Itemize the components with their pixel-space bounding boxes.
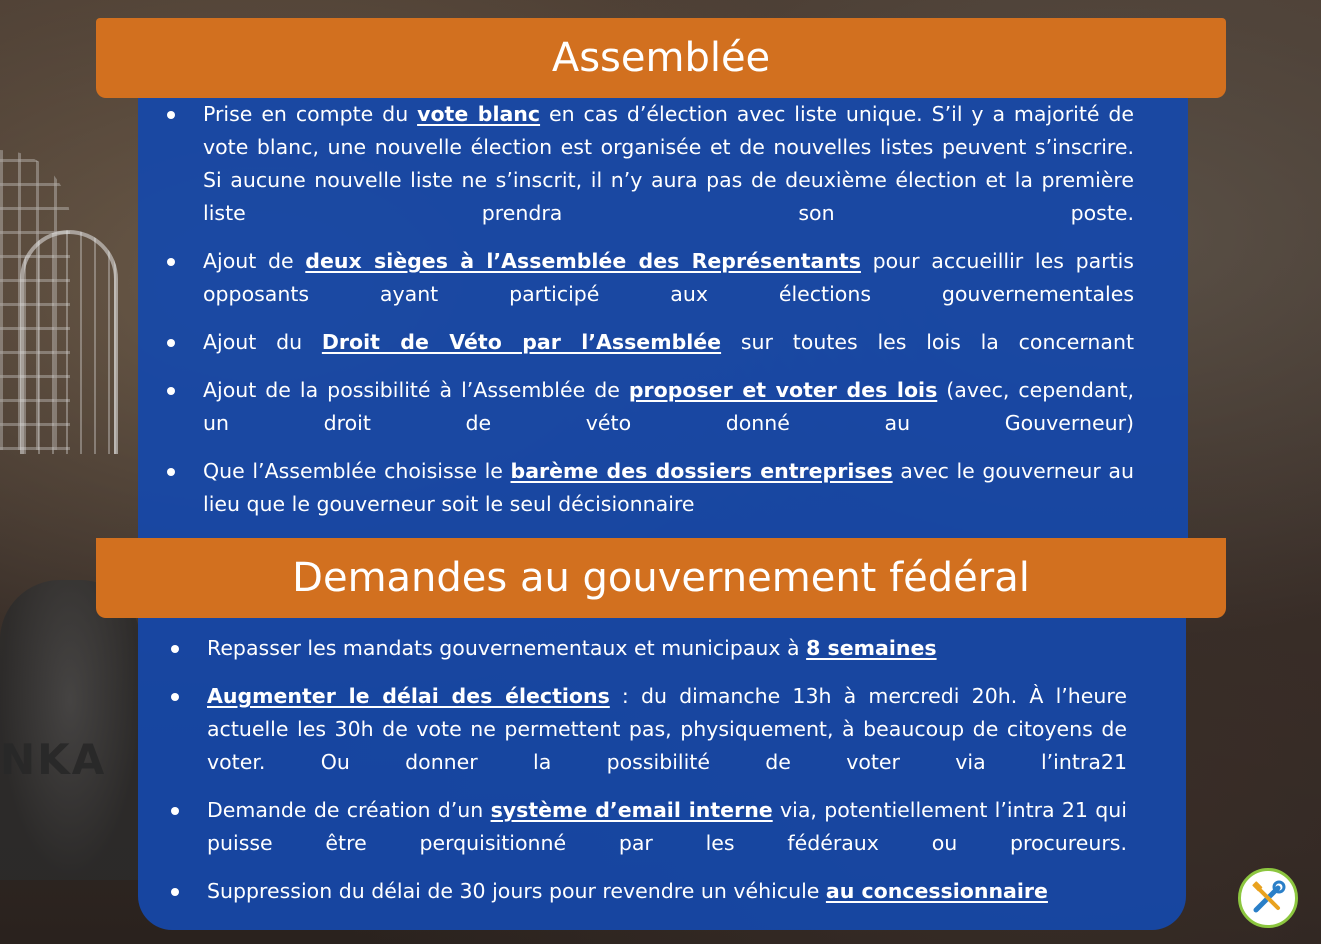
background-arch [20, 230, 118, 454]
list-item: Ajout de deux sièges à l’Assemblée des Représentants pour accueillir les partis opposants ayant participé aux élections gouvernementales [203, 245, 1134, 311]
list-item: Repasser les mandats gouvernementaux et municipaux à 8 semaines [207, 632, 1127, 665]
section-panel-assemblee [138, 88, 1188, 538]
bullet-list [207, 632, 1127, 923]
list-item: Augmenter le délai des élections : du dimanche 13h à mercredi 20h. À l’heure actuelle les 30h de vote ne permettent pas, physiquement, à beaucoup de citoyens de voter. Ou donner la possibilité de voter via l’intra21 [207, 680, 1127, 779]
section-title-assemblee: Assemblée [96, 18, 1226, 98]
bullet-list [203, 98, 1134, 536]
section-panel-demandes [138, 606, 1186, 930]
list-item: Ajout de la possibilité à l’Assemblée de proposer et voter des lois (avec, cependant, un droit de véto donné au Gouverneur) [203, 374, 1134, 440]
background-person [0, 580, 140, 880]
list-item: Demande de création d’un système d’email interne via, potentiellement l’intra 21 qui puisse être perquisitionné par les fédéraux ou procureurs. [207, 794, 1127, 860]
list-item: Suppression du délai de 30 jours pour revendre un véhicule au concessionnaire [207, 875, 1127, 908]
list-item: Prise en compte du vote blanc en cas d’élection avec liste unique. S’il y a majorité de vote blanc, une nouvelle élection est organisée et de nouvelles listes peuvent s’inscrire. Si aucune nouvelle liste ne s’inscrit, il n’y aura pas de deuxième élection et la première liste prendra son poste. [203, 98, 1134, 230]
section-title-demandes: Demandes au gouvernement fédéral [96, 538, 1226, 618]
list-item: Que l’Assemblée choisisse le barème des dossiers entreprises avec le gouverneur au lieu que le gouverneur soit le seul décisionnaire [203, 455, 1134, 521]
background-text: NKA [0, 735, 107, 784]
tools-icon-graphic [1248, 878, 1288, 918]
list-item: Ajout du Droit de Véto par l’Assemblée sur toutes les lois la concernant [203, 326, 1134, 359]
tools-icon [1238, 868, 1298, 928]
